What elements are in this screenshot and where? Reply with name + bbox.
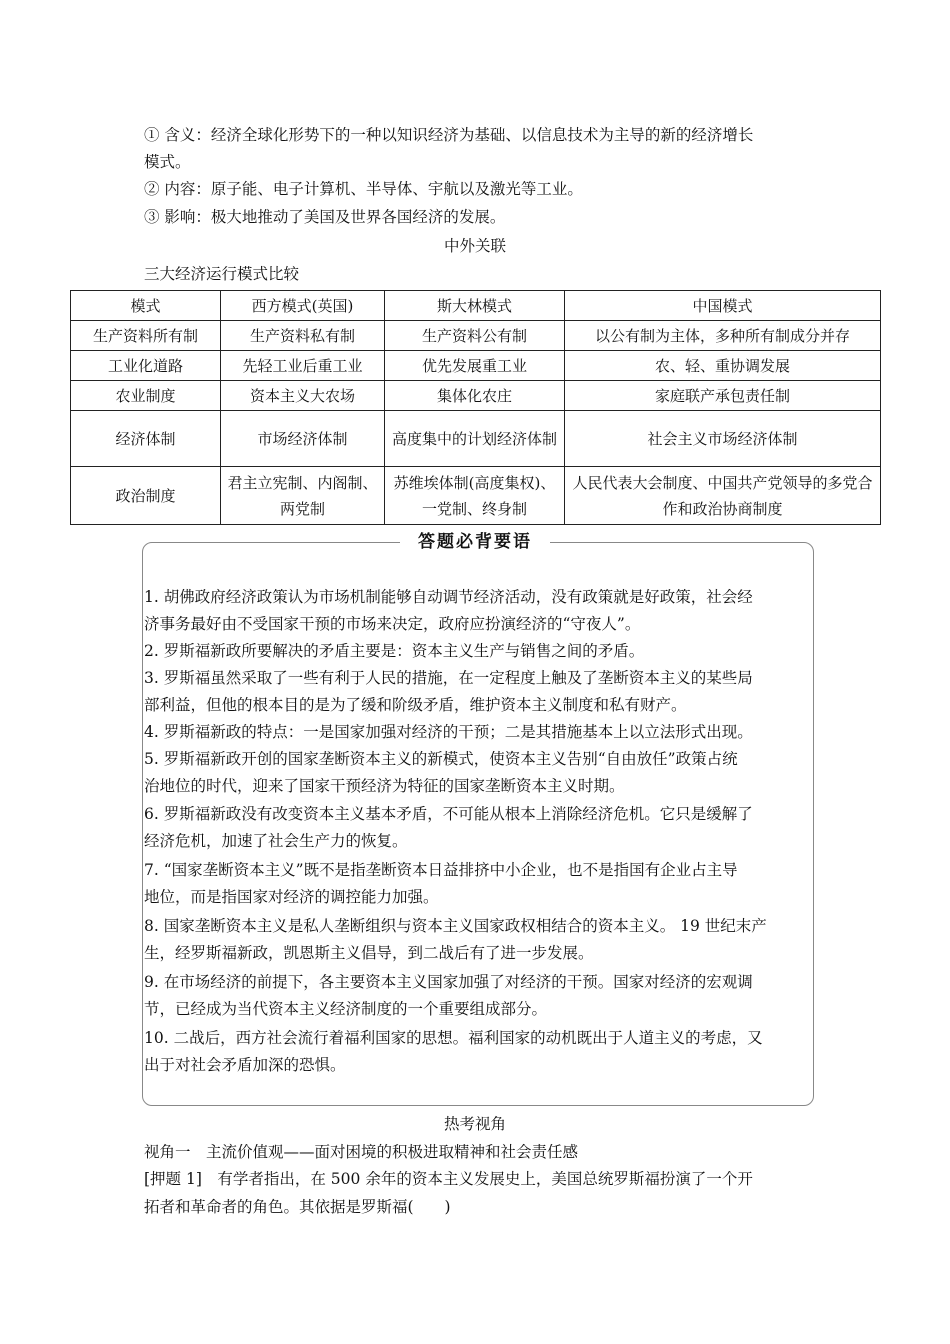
point-line: 节，已经成为当代资本主义经济制度的一个重要组成部分。 [144, 1000, 548, 1018]
table-cell: 人民代表大会制度、中国共产党领导的多党合作和政治协商制度 [565, 467, 881, 525]
table-cell: 生产资料私有制 [221, 321, 385, 351]
question-line-1: [押题 1] 有学者指出，在 500 余年的资本主义发展史上，美国总统罗斯福扮演了一个开 [144, 1170, 753, 1188]
point-line: 生，经罗斯福新政，凯恩斯主义倡导，到二战后有了进一步发展。 [144, 944, 594, 962]
point-line: 10. 二战后，西方社会流行着福利国家的思想。福利国家的动机既出于人道主义的考虑，又 [144, 1029, 763, 1047]
table-cell: 家庭联产承包责任制 [565, 381, 881, 411]
table-cell: 市场经济体制 [221, 411, 385, 467]
table-cell: 农、轻、重协调发展 [565, 351, 881, 381]
point-line: 1. 胡佛政府经济政策认为市场机制能够自动调节经济活动，没有政策就是好政策，社会经 [144, 588, 753, 606]
table-header-cell: 中国模式 [565, 291, 881, 321]
point-line: 出于对社会矛盾加深的恐惧。 [144, 1056, 346, 1074]
table-cell: 工业化道路 [71, 351, 221, 381]
table-cell: 政治制度 [71, 467, 221, 525]
point-line: 部利益，但他的根本目的是为了缓和阶级矛盾，维护资本主义制度和私有财产。 [144, 696, 687, 714]
table-cell: 资本主义大农场 [221, 381, 385, 411]
point-line: 8. 国家垄断资本主义是私人垄断组织与资本主义国家政权相结合的资本主义。 19 世纪末产 [144, 917, 767, 935]
point-line: 经济危机，加速了社会生产力的恢复。 [144, 832, 408, 850]
table-caption: 三大经济运行模式比较 [144, 265, 300, 283]
table-row [71, 411, 881, 467]
comparison-table [70, 290, 881, 525]
table-row [71, 321, 881, 351]
table-header-cell: 西方模式(英国) [221, 291, 385, 321]
point-line: 地位，而是指国家对经济的调控能力加强。 [144, 888, 439, 906]
table-row [71, 351, 881, 381]
intro-line-1: ① 含义：经济全球化形势下的一种以知识经济为基础、以信息技术为主导的新的经济增长 [144, 126, 754, 144]
point-line: 3. 罗斯福虽然采取了一些有利于人民的措施，在一定程度上触及了垄断资本主义的某些局 [144, 669, 753, 687]
point-line: 治地位的时代，迎来了国家干预经济为特征的国家垄断资本主义时期。 [144, 777, 625, 795]
table-header-row [71, 291, 881, 321]
point-line: 济事务最好由不受国家干预的市场来决定，政府应扮演经济的“守夜人”。 [144, 615, 641, 633]
table-cell: 农业制度 [71, 381, 221, 411]
table-cell: 以公有制为主体，多种所有制成分并存 [565, 321, 881, 351]
table-cell: 生产资料所有制 [71, 321, 221, 351]
intro-line-2: 模式。 [144, 153, 191, 171]
intro-line-4: ③ 影响：极大地推动了美国及世界各国经济的发展。 [144, 208, 506, 226]
section-title-rekao: 热考视角 [443, 1115, 506, 1133]
table-cell: 经济体制 [71, 411, 221, 467]
point-line: 7. “国家垄断资本主义”既不是指垄断资本日益排挤中小企业，也不是指国有企业占主导 [144, 861, 738, 879]
view-heading: 视角一 主流价值观——面对困境的积极进取精神和社会责任感 [144, 1143, 579, 1161]
point-line: 9. 在市场经济的前提下，各主要资本主义国家加强了对经济的干预。国家对经济的宏观调 [144, 973, 753, 991]
intro-line-3: ② 内容：原子能、电子计算机、半导体、宇航以及激光等工业。 [144, 180, 583, 198]
point-line: 2. 罗斯福新政所要解决的矛盾主要是：资本主义生产与销售之间的矛盾。 [144, 642, 645, 660]
table-cell: 君主立宪制、内阁制、两党制 [221, 467, 385, 525]
table-cell: 生产资料公有制 [385, 321, 565, 351]
table-cell: 苏维埃体制(高度集权)、一党制、终身制 [385, 467, 565, 525]
table-row [71, 467, 881, 525]
table-cell: 高度集中的计划经济体制 [385, 411, 565, 467]
key-points-title: 答题必背要语 [400, 528, 550, 556]
point-line: 4. 罗斯福新政的特点：一是国家加强对经济的干预；二是其措施基本上以立法形式出现。 [144, 723, 753, 741]
question-line-2: 拓者和革命者的角色。其依据是罗斯福( ) [144, 1198, 451, 1216]
table-header-cell: 模式 [71, 291, 221, 321]
table-row [71, 381, 881, 411]
table-header-cell: 斯大林模式 [385, 291, 565, 321]
table-cell: 集体化农庄 [385, 381, 565, 411]
point-line: 5. 罗斯福新政开创的国家垄断资本主义的新模式，使资本主义告别“自由放任”政策占统 [144, 750, 738, 768]
section-title-zhongwai: 中外关联 [443, 237, 506, 255]
point-line: 6. 罗斯福新政没有改变资本主义基本矛盾，不可能从根本上消除经济危机。它只是缓解了 [144, 805, 753, 823]
table-cell: 优先发展重工业 [385, 351, 565, 381]
table-cell: 先轻工业后重工业 [221, 351, 385, 381]
table-cell: 社会主义市场经济体制 [565, 411, 881, 467]
